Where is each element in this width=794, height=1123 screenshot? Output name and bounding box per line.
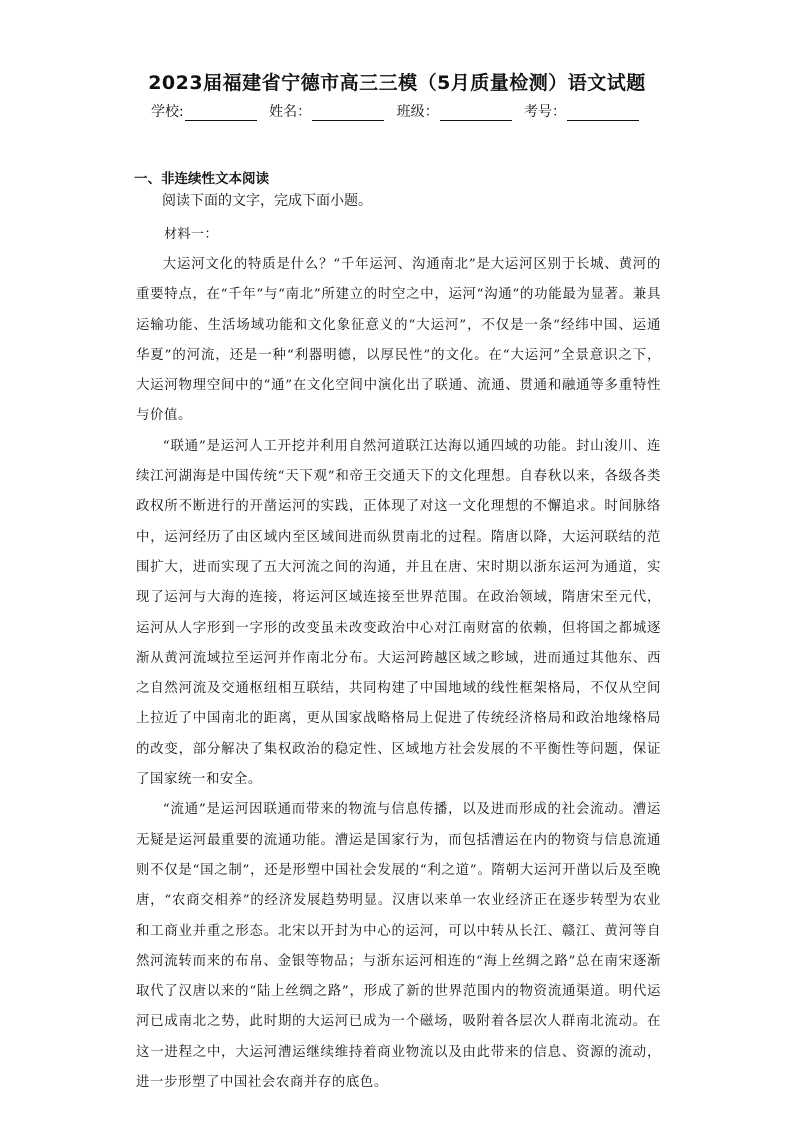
paragraph: “流通”是运河因联通而带来的物流与信息传播，以及进而形成的社会流动。漕运无疑是运河最重要的流通功能。漕运是国家行为，而包括漕运在内的物资与信息流通则不仅是“国之制”，还是形塑中国社会发展的“利之道”。隋朝大运河开凿以后及至晚唐，“农商交相养”的经济发展趋势明显。汉唐以来单一农业经济正在逐步转型为农业和工商业并重之形态。北宋以开封为中心的运河，可以中转从长江、赣江、黄河等自然河流转而来的布帛、金银等物品；与浙东运河相连的“海上丝绸之路”总在南宋逐渐取代了汉唐以来的“陆上丝绸之路”，形成了新的世界范围内的物资流通渠道。明代运河已成南北之势，此时期的大运河已成为一个磁场，吸附着各层次人群南北流动。在这一进程之中，大运河漕运继续维持着商业物流以及由此带来的信息、资源的流动，进一步形塑了中国社会农商并存的底色。	[136, 802, 661, 1091]
section-instruction: 阅读下面的文字，完成下面小题。	[162, 193, 372, 209]
exam-number-field	[524, 101, 643, 121]
paragraph: “联通”是运河人工开挖并利用自然河道联江达海以通四域的功能。封山浚川、连续江河湖海是中国传统“天下观”和帝王交通天下的文化理想。自春秋以来，各级各类政权所不断进行的开凿运河的实践，正体现了对这一文化理想的不懈追求。时间脉络中，运河经历了由区域内至区域间进而纵贯南北的过程。隋唐以降，大运河联结的范围扩大，进而实现了五大河流之间的沟通，并且在唐、宋时期以浙东运河为通道，实现了运河与大海的连接，将运河区域连接至世界范围。在政治领域，隋唐宋至元代，运河从人字形到一字形的改变虽未改变政治中心对江南财富的依赖，但将国之都城逐渐从黄河流域拉至运河并作南北分布。大运河跨越区域之畛域，进而通过其他东、西之自然河流及交通枢纽相互联结，共同构建了中国地域的线性框架格局，不仅从空间上拉近了中国南北的距离，更从国家战略格局上促进了传统经济格局和政治地缘格局的改变，部分解决了集权政治的稳定性、区域地方社会发展的不平衡性等问题，保证了国家统一和安全。	[136, 438, 661, 788]
exam-number-label: 考号：	[524, 104, 567, 120]
class-field	[397, 101, 516, 121]
class-label: 班级：	[396, 104, 439, 120]
section-heading: 一、非连续性文本阅读	[134, 171, 269, 187]
student-info-line	[0, 101, 794, 121]
material-body	[136, 250, 661, 1098]
school-field	[151, 101, 261, 121]
class-blank[interactable]	[440, 106, 512, 121]
school-blank[interactable]	[185, 106, 257, 121]
exam-number-blank[interactable]	[567, 106, 639, 121]
document-title: 2023届福建省宁德市高三三模（5月质量检测）语文试题	[148, 72, 646, 94]
paragraph: 大运河文化的特质是什么？“千年运河、沟通南北”是大运河区别于长城、黄河的重要特点，在“千年”与“南北”所建立的时空之中，运河“沟通”的功能最为显著。兼具运输功能、生活场域功能和文化象征意义的“大运河”，不仅是一条“经纬中国、运通华夏”的河流，还是一种“利器明德，以厚民性”的文化。在“大运河”全景意识之下，大运河物理空间中的“通”在文化空间中演化出了联通、流通、贯通和融通等多重特性与价值。	[136, 257, 661, 424]
name-field	[269, 101, 388, 121]
school-label: 学校:	[150, 104, 184, 120]
name-blank[interactable]	[312, 106, 384, 121]
material-label: 材料一：	[164, 227, 219, 242]
name-label: 姓名：	[269, 104, 312, 120]
